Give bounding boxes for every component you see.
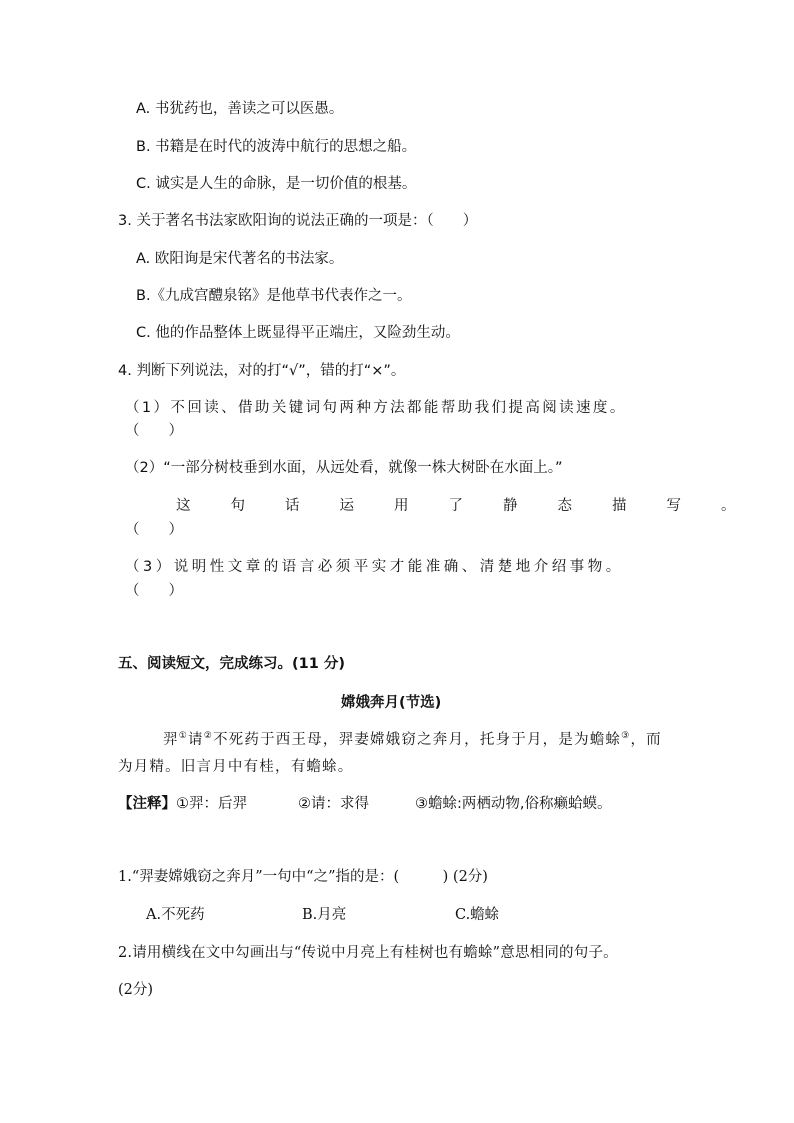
annotation-3: ③蟾蜍:两栖动物,俗称癞蛤蟆。 (415, 796, 612, 812)
q4-stem: 4. 判断下列说法，对的打“√”，错的打“×”。 (118, 363, 406, 379)
reading-q1-option-a: A.不死药 (146, 907, 205, 923)
q4-item-2-text: 这句话运用了静态描写。 (176, 498, 776, 514)
reading-q1-option-c: C.蟾蜍 (455, 907, 500, 923)
passage-title: 嫦娥奔月(节选) (341, 695, 442, 711)
section-heading: 五、阅读短文，完成练习。(11 分) (118, 656, 345, 672)
annotation-1: ①羿：后羿 (176, 796, 247, 812)
q4-item-2-bracket: （ ） (125, 522, 183, 538)
q4-item-3-bracket: （ ） (125, 583, 183, 599)
footnote-marker-3: ③ (621, 731, 631, 742)
reading-q1-stem: 1.“羿妻嫦娥窃之奔月”一句中“之”指的是：( ) (2分) (118, 869, 488, 885)
footnote-marker-2: ② (203, 731, 213, 742)
q2-option-a: A. 书犹药也，善读之可以医愚。 (136, 101, 344, 117)
annotation-label: 【注释】 (118, 796, 176, 812)
q3-option-c: C. 他的作品整体上既显得平正端庄，又险劲生动。 (136, 325, 460, 341)
q3-option-b: B.《九成宫醴泉铭》是他草书代表作之一。 (136, 288, 412, 304)
passage-text-b: 请 (187, 732, 204, 748)
reading-q2-line-1: 2.请用横线在文中勾画出与“传说中月亮上有桂树也有蟾蜍”意思相同的句子。 (118, 945, 618, 961)
reading-q1-option-b: B.月亮 (302, 907, 347, 923)
passage-text-d: ，而 (630, 732, 662, 748)
q2-option-c: C. 诚实是人生的命脉，是一切价值的根基。 (136, 176, 417, 192)
q3-stem: 3. 关于著名书法家欧阳询的说法正确的一项是：（ ） (118, 213, 478, 229)
q4-item-3: （3）说明性文章的语言必须平实才能准确、清楚地介绍事物。 (125, 559, 624, 575)
footnote-marker-1: ① (178, 731, 188, 742)
reading-q2-line-2: (2分) (118, 982, 154, 998)
passage-line-1 (163, 733, 662, 748)
passage-text-a: 羿 (163, 732, 179, 748)
q4-item-1-bracket: （ ） (125, 423, 183, 439)
q4-item-2-quote: （2）“一部分树枝垂到水面，从远处看，就像一株大树卧在水面上。” (125, 460, 563, 476)
annotation-row (118, 797, 247, 812)
q3-option-a: A. 欧阳询是宋代著名的书法家。 (136, 251, 344, 267)
q4-item-1: （1）不回读、借助关键词句两种方法都能帮助我们提高阅读速度。 (125, 400, 627, 416)
q4-item-2-statement (176, 498, 776, 514)
annotation-2: ②请：求得 (298, 796, 369, 812)
q2-option-b: B. 书籍是在时代的波涛中航行的思想之船。 (136, 139, 417, 155)
passage-text-c: 不死药于西王母，羿妻嫦娥窃之奔月，托身于月，是为蟾蜍 (212, 732, 622, 748)
passage-line-2: 为月精。旧言月中有桂，有蟾蜍。 (118, 759, 354, 775)
